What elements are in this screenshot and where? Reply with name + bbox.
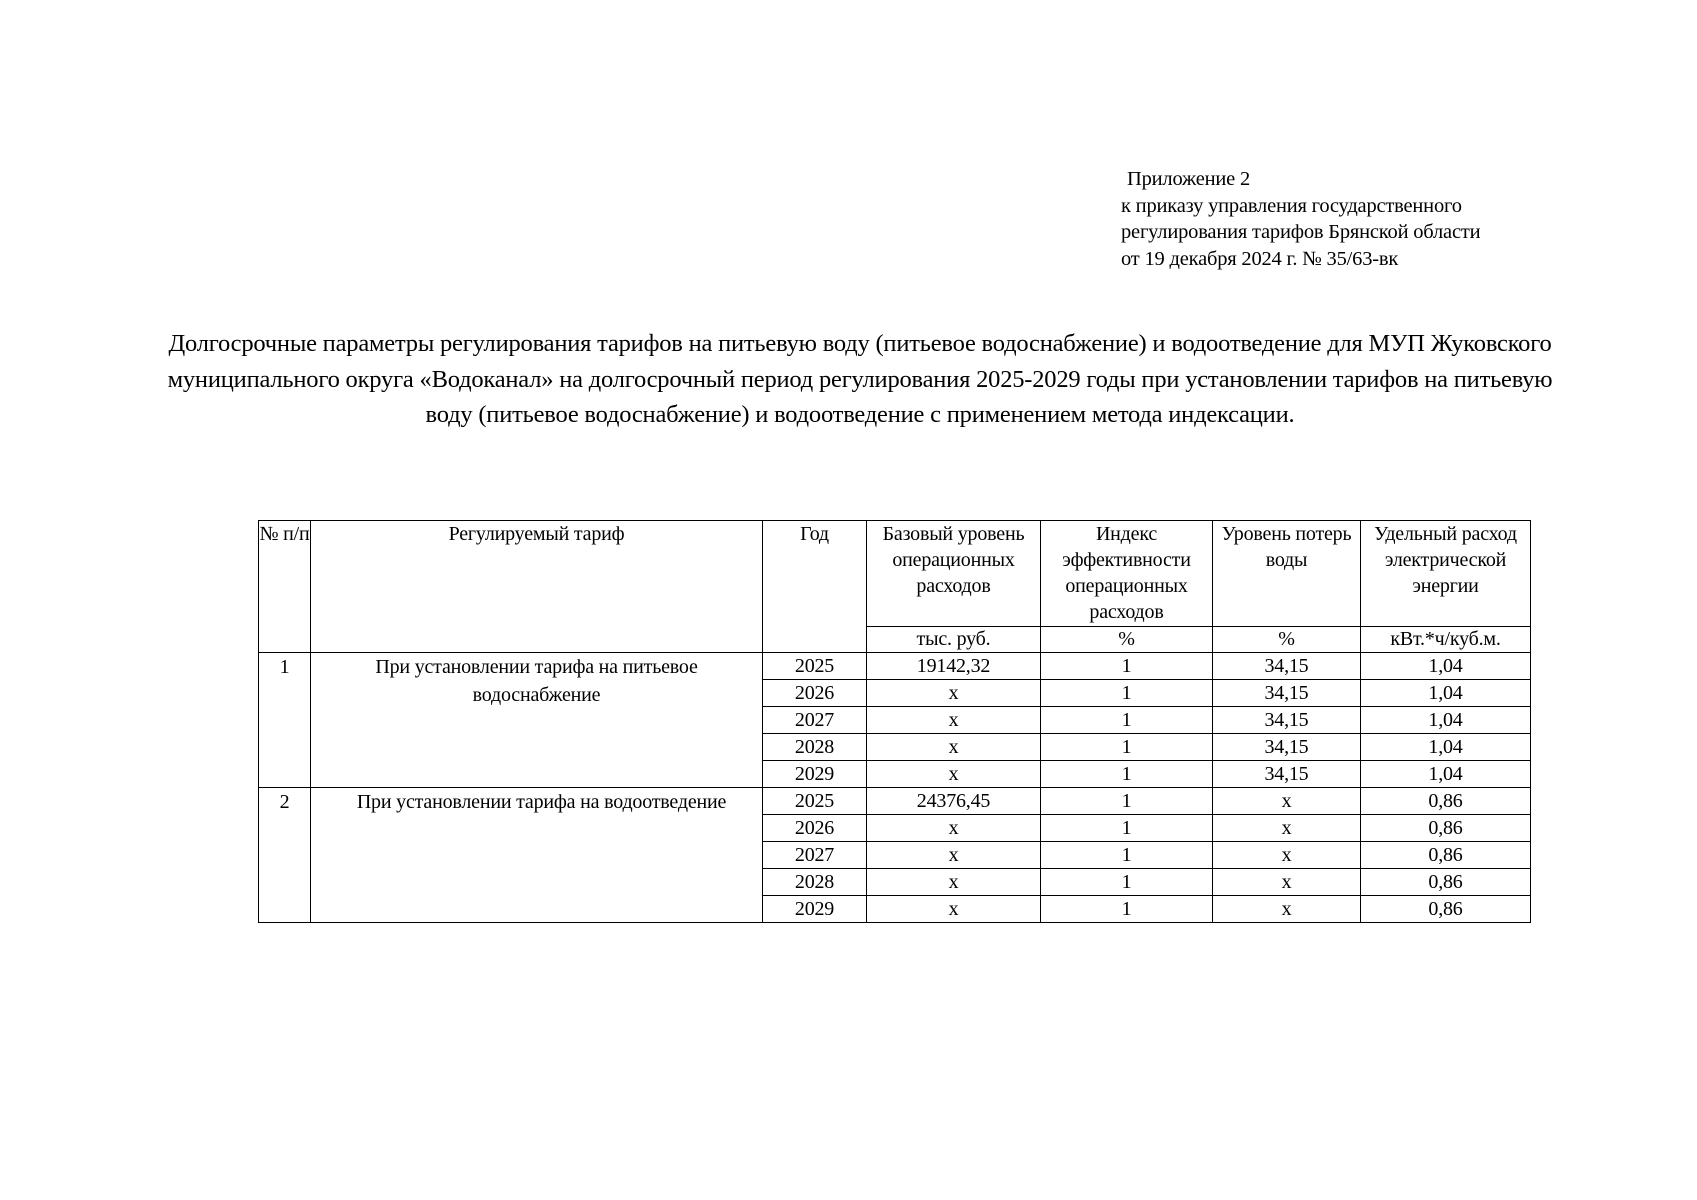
losses-cell: 34,15	[1213, 680, 1361, 707]
unit-index: %	[1041, 627, 1213, 653]
index-cell: 1	[1041, 896, 1213, 923]
year-cell: 2026	[763, 815, 867, 842]
base-cell: х	[867, 842, 1041, 869]
group-number-cell: 2	[259, 788, 311, 923]
losses-cell: х	[1213, 842, 1361, 869]
losses-cell: х	[1213, 869, 1361, 896]
appendix-line: Приложение 2	[1127, 168, 1251, 190]
header-tariff: Регулируемый тариф	[311, 521, 763, 653]
energy-cell: 1,04	[1361, 680, 1531, 707]
header-energy: Удельный расход электрической энергии	[1361, 521, 1531, 627]
energy-cell: 1,04	[1361, 761, 1531, 788]
energy-cell: 0,86	[1361, 896, 1531, 923]
base-cell: х	[867, 869, 1041, 896]
tariff-name-cell: При установлении тарифа на питьевое водоснабжение	[311, 653, 763, 788]
losses-cell: 34,15	[1213, 653, 1361, 680]
header-base: Базовый уровень операционных расходов	[867, 521, 1041, 627]
energy-cell: 0,86	[1361, 815, 1531, 842]
group-number-cell: 1	[259, 653, 311, 788]
header-row	[259, 521, 1531, 627]
base-cell: 24376,45	[867, 788, 1041, 815]
header-losses: Уровень потерь воды	[1213, 521, 1361, 627]
index-cell: 1	[1041, 761, 1213, 788]
base-cell: х	[867, 761, 1041, 788]
tariff-name-cell: При установлении тарифа на водоотведение	[311, 788, 763, 923]
year-cell: 2029	[763, 896, 867, 923]
losses-cell: 34,15	[1213, 761, 1361, 788]
energy-cell: 0,86	[1361, 869, 1531, 896]
document-title: Долгосрочные параметры регулирования тарифов на питьевую воду (питьевое водоснабжение) и водоотведение для МУП Жуковского муниципального округа «Водоканал» на долгосрочный период регулирования 2025-2029 годы при установлении тарифов на питьевую воду (питьевое водоснабжение) и водоотведение с применением метода индексации.	[167, 330, 1553, 428]
header-year: Год	[763, 521, 867, 653]
parameters-table	[258, 520, 1531, 923]
unit-energy: кВт.*ч/куб.м.	[1361, 627, 1531, 653]
base-cell: х	[867, 734, 1041, 761]
index-cell: 1	[1041, 869, 1213, 896]
index-cell: 1	[1041, 842, 1213, 869]
header-num: № п/п	[259, 521, 311, 653]
year-cell: 2026	[763, 680, 867, 707]
losses-cell: 34,15	[1213, 707, 1361, 734]
header-index: Индекс эффективности операционных расходов	[1041, 521, 1213, 627]
index-cell: 1	[1041, 680, 1213, 707]
table-row	[259, 653, 1531, 680]
losses-cell: х	[1213, 815, 1361, 842]
base-cell: х	[867, 896, 1041, 923]
unit-losses: %	[1213, 627, 1361, 653]
index-cell: 1	[1041, 815, 1213, 842]
unit-base: тыс. руб.	[867, 627, 1041, 653]
base-cell: х	[867, 680, 1041, 707]
index-cell: 1	[1041, 734, 1213, 761]
energy-cell: 1,04	[1361, 653, 1531, 680]
year-cell: 2027	[763, 707, 867, 734]
energy-cell: 1,04	[1361, 734, 1531, 761]
year-cell: 2025	[763, 788, 867, 815]
index-cell: 1	[1041, 788, 1213, 815]
year-cell: 2027	[763, 842, 867, 869]
index-cell: 1	[1041, 707, 1213, 734]
year-cell: 2025	[763, 653, 867, 680]
year-cell: 2028	[763, 869, 867, 896]
energy-cell: 0,86	[1361, 788, 1531, 815]
base-cell: 19142,32	[867, 653, 1041, 680]
appendix-line: от 19 декабря 2024 г. № 35/63-вк	[1121, 247, 1399, 270]
losses-cell: 34,15	[1213, 734, 1361, 761]
losses-cell: х	[1213, 788, 1361, 815]
base-cell: х	[867, 707, 1041, 734]
year-cell: 2029	[763, 761, 867, 788]
table-row	[259, 788, 1531, 815]
appendix-block	[1121, 166, 1480, 272]
appendix-line: регулирования тарифов Брянской области	[1121, 221, 1481, 243]
appendix-line: к приказу управления государственного	[1121, 194, 1462, 217]
base-cell: х	[867, 815, 1041, 842]
index-cell: 1	[1041, 653, 1213, 680]
energy-cell: 0,86	[1361, 842, 1531, 869]
energy-cell: 1,04	[1361, 707, 1531, 734]
year-cell: 2028	[763, 734, 867, 761]
losses-cell: х	[1213, 896, 1361, 923]
